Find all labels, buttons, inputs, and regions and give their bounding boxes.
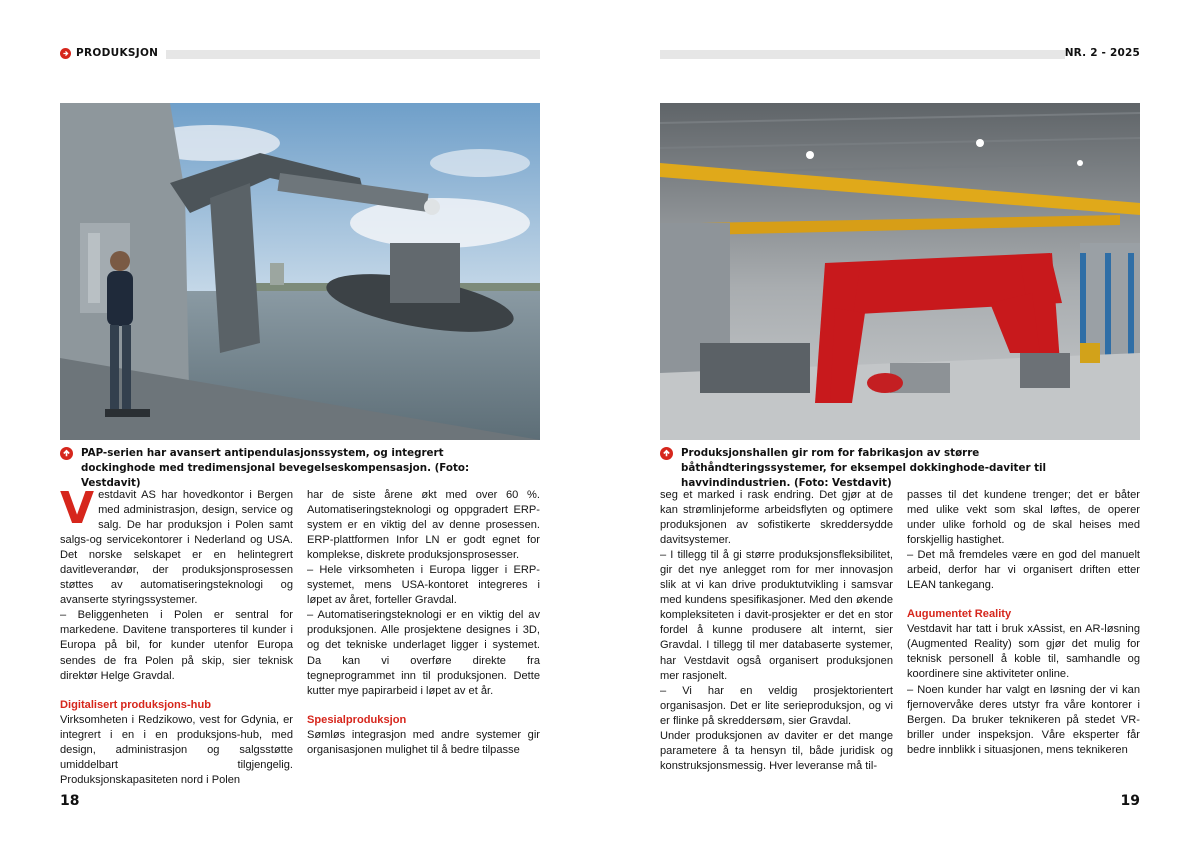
drop-cap: V bbox=[60, 483, 95, 534]
arrow-up-icon bbox=[60, 447, 73, 460]
paragraph: Sømløs integrasjon med andre systemer gir organisasjonen mulighet til å bedre tilpasse bbox=[307, 728, 540, 756]
caption-text: Produksjonshallen gir rom for fabrikasjon av større båthåndteringssystemer, for eksempel dokkinghode-daviter til havvindindustrien. (Foto: Vestdavit) bbox=[681, 447, 1047, 489]
subheading: Augumentet Reality bbox=[907, 608, 1012, 621]
paragraph: – Hele virksomheten i Europa ligger i ERP-systemet, mens USA-kontoret integreres i løpet av året, forteller Gravdal. bbox=[307, 564, 540, 607]
subheading: Digitalisert produksjons-hub bbox=[60, 698, 212, 711]
left-column-2 bbox=[307, 488, 540, 758]
arrow-right-icon bbox=[60, 48, 71, 59]
paragraph: – Beliggenheten i Polen er sentral for markedene. Davitene transporteres til kunder i Europa på bil, for kunder utenfor Europa sendes de fra Polen på skip, sier teknisk direktør Helge Gravdal. bbox=[60, 609, 293, 682]
paragraph: – Vi har en veldig prosjektorientert organisasjon. Det er lite serieproduksjon, og vi er flinke på skreddersøm, sier Gravdal. bbox=[660, 684, 893, 727]
paragraph: – Det må fremdeles være en god del manuelt arbeid, derfor har vi organisert driften etter LEAN tankegang. bbox=[907, 549, 1140, 592]
right-photo-caption bbox=[660, 446, 1100, 491]
paragraph: seg et marked i rask endring. Det gjør at de kan strømlinjeforme arbeidsflyten og optimere produksjonen av sofistikerte skreddersydde davitsystemer. bbox=[660, 489, 893, 547]
ship-davit-photo bbox=[60, 103, 540, 440]
section-label bbox=[60, 47, 158, 59]
header-rule bbox=[166, 50, 540, 59]
right-column-2 bbox=[907, 488, 1140, 758]
arrow-up-icon bbox=[660, 447, 673, 460]
header-rule bbox=[660, 50, 1065, 59]
page-number: 19 bbox=[1120, 793, 1140, 809]
paragraph: Vestdavit har tatt i bruk xAssist, en AR-løsning (Augmented Reality) som gjør det mulig for teknisk personell å koble til, samhandle og koordinere sine aktiviteter online. bbox=[907, 623, 1140, 681]
paragraph: – Noen kunder har valgt en løsning der vi kan fjernovervåke deres utstyr fra våre kontorer i Bergen. Da bruker teknikeren på stedet VR-briller under inspeksjon. Våre eksperter får bedre innblikk i situasjonen, mens teknikeren bbox=[907, 683, 1140, 756]
right-page bbox=[600, 0, 1200, 849]
paragraph: – Automatiseringsteknologi er en viktig del av produksjonen. Alle prosjektene designes i 3D, og det tekniske underlaget ligger i systemet. Da kan vi overføre direkte fra tegneprogrammet inn til produksjonen. Dette kutter mye papirarbeid i løpet av et år. bbox=[307, 609, 540, 697]
paragraph: estdavit AS har hovedkontor i Bergen med administrasjon, design, service og salg. De har produksjon i Polen samt salgs-og servicekontorer i Nederland og USA. Det norske selskapet er en helintegrert davitleverandør, der produksjonsprosessen støttes av automatiseringsteknologi og avanserte styringssystemer. bbox=[60, 489, 293, 607]
paragraph: Virksomheten i Redzikowo, vest for Gdynia, er integrert i en i en produksjons-hub, med design, administrasjon og salgsstøtte umiddelbart tilgjengelig. Produksjonskapasiteten nord i Polen bbox=[60, 713, 293, 786]
paragraph: Under produksjonen av daviter er det mange parametere å ta hensyn til, både juridisk og konstruksjonsmessig. Hver leveranse må til- bbox=[660, 729, 893, 772]
left-photo-caption bbox=[60, 446, 500, 491]
paragraph: har de siste årene økt med over 60 %. Automatiseringsteknologi og oppgradert ERP-system er en viktig del av denne prosessen. ERP-plattformen Infor LN er godt egnet for komplekse, diskrete produksjonsprosesser. bbox=[307, 489, 540, 562]
caption-text: PAP-serien har avansert antipendulasjonssystem, og integrert dockinghode med tredimensjonal bevegelseskompensasjon. (Foto: Vestdavit) bbox=[81, 447, 470, 489]
right-column-1 bbox=[660, 488, 893, 774]
section-title: PRODUKSJON bbox=[76, 47, 159, 59]
subheading: Spesialproduksjon bbox=[307, 713, 407, 726]
paragraph: passes til det kundene trenger; det er båter med ulike vekt som skal løftes, de operer under ulike forhold og de skal heises med forskjellig hastighet. bbox=[907, 489, 1140, 547]
production-hall-photo bbox=[660, 103, 1140, 440]
paragraph: – I tillegg til å gi større produksjonsfleksibilitet, gir det nye anlegget rom for mer innovasjon slik at vi kan drive produktutvikling i samsvar med kundens spesifikasjoner. Med den økende kompleksiteten i davit-prosjekter er det en stor fordel å kunne produsere alt internt, sier Gravdal. I tillegg til mer databaserte systemer, har Vestdavit også organisert produksjonen mer rasjonelt. bbox=[660, 549, 893, 682]
issue-number: NR. 2 - 2025 bbox=[1064, 47, 1140, 59]
page-number: 18 bbox=[60, 793, 80, 809]
left-column-1 bbox=[60, 483, 293, 788]
